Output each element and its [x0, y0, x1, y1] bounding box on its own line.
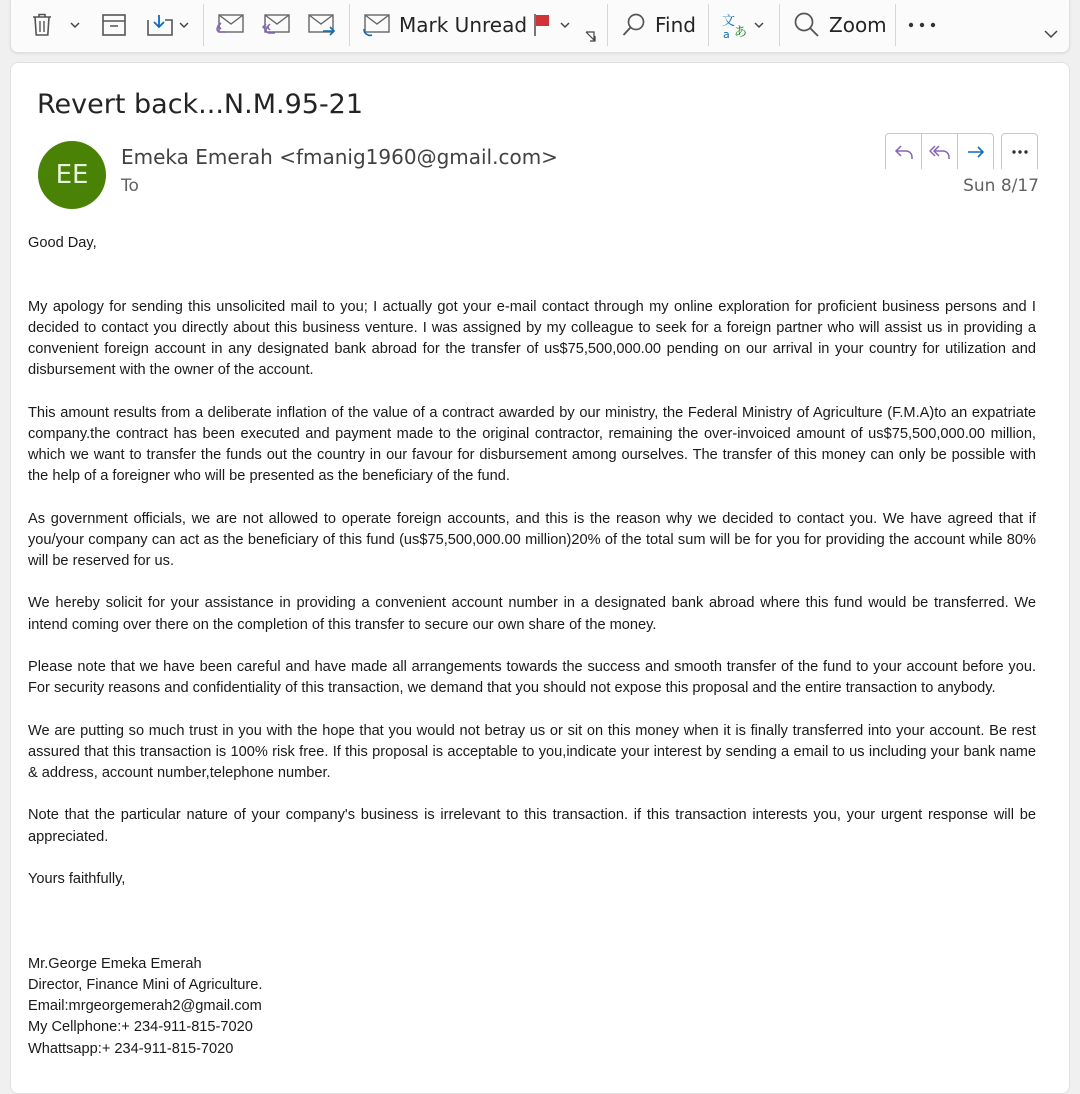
reply-button[interactable]	[885, 133, 922, 169]
separator	[895, 4, 896, 46]
body-paragraph: We are putting so much trust in you with the hope that you would not betray us or sit on this money when it is finally transferred into your account. Be rest assured that this transaction is 100% risk free. If this proposal is acceptable to you,indicate your interest by sending a email to us including your bank name & address, account number,telephone number.	[28, 722, 1036, 781]
reply-all-icon	[929, 143, 951, 161]
find-button[interactable]	[621, 0, 696, 50]
message-date: Sun 8/17	[963, 176, 1039, 196]
more-commands-button[interactable]	[907, 0, 937, 50]
body-paragraph: My apology for sending this unsolicited mail to you; I actually got your e-mail contact through my online exploration for proficient business persons and I decided to contact you directly about this business venture. I was assigned by my colleague to seek for a foreign partner who will assist us in providing a convenient foreign account in any designated bank abroad for the transfer of us$75,500,000.00 pending on our arrival in your country for utilization and disbursement with the owner of the account.	[28, 298, 1036, 379]
separator	[349, 4, 350, 46]
move-button[interactable]	[146, 0, 190, 50]
translate-button[interactable]	[721, 0, 765, 50]
reply-all-mail-icon	[261, 12, 291, 38]
separator	[203, 4, 204, 46]
chevron-down-icon	[559, 21, 571, 29]
separator	[708, 4, 709, 46]
chevron-down-icon	[178, 21, 190, 29]
move-to-folder-icon	[146, 12, 174, 38]
flag-button[interactable]	[531, 0, 571, 50]
reply-all-button[interactable]	[261, 0, 291, 50]
ellipsis-icon	[1011, 149, 1029, 155]
avatar[interactable]: EE	[38, 141, 106, 209]
signature-block	[28, 954, 1036, 1060]
mark-unread-label: Mark Unread	[399, 13, 528, 37]
chevron-down-icon	[753, 21, 765, 29]
message-body	[28, 233, 1036, 1060]
forward-mail-icon	[307, 12, 337, 38]
reply-mail-icon	[215, 12, 245, 38]
signoff: Yours faithfully,	[28, 870, 126, 887]
tags-dialog-launcher[interactable]	[585, 28, 597, 46]
body-paragraph: As government officials, we are not allowed to operate foreign accounts, and this is the reason why we decided to contact you. We have agreed that if you/your company can act as the beneficiary of this fund (us$75,500,000.00 million)20% of the total sum will be for you for providing the account while 80% will be reserved for us.	[28, 510, 1036, 569]
more-actions-button[interactable]	[1001, 133, 1038, 169]
zoom-button[interactable]	[793, 0, 887, 50]
reply-icon	[894, 143, 914, 161]
svg-text:文: 文	[722, 14, 736, 29]
body-paragraph: This amount results from a deliberate inflation of the value of a contract awarded by our ministry, the Federal Ministry of Agriculture (F.M.A)to an expatriate company.the contract has been executed and payment made to the original contractor, remaining the over-invoiced amount of us$75,500,000.00 million, which we want to transfer the funds out the country in our favour for disbursement among ourselves. The transfer of this money can only be possible with the help of a foreigner who will be presented as the beneficiary of the fund.	[28, 404, 1036, 485]
mark-unread-icon	[361, 12, 391, 38]
trash-icon	[31, 12, 53, 38]
sender-name[interactable]: Emeka Emerah <fmanig1960@gmail.com>	[121, 145, 558, 169]
dialog-launcher-icon	[585, 31, 597, 43]
archive-button[interactable]	[101, 0, 127, 50]
message-actions	[885, 133, 994, 168]
forward-icon	[966, 143, 986, 161]
svg-text:a: a	[723, 28, 730, 39]
mark-unread-button[interactable]	[361, 0, 527, 50]
delete-button[interactable]	[31, 0, 53, 50]
translate-icon	[721, 11, 751, 39]
svg-text:あ: あ	[734, 25, 748, 39]
separator	[779, 4, 780, 46]
message-subject: Revert back...N.M.95-21	[37, 89, 364, 120]
signature-line: Director, Finance Mini of Agriculture.	[28, 976, 263, 993]
body-paragraph: Please note that we have been careful and have made all arrangements towards the success and smooth transfer of the fund to your account before you. For security reasons and confidentiality of this transaction, we demand that you should not expose this proposal and the entire transaction to anybody.	[28, 658, 1036, 697]
forward-button[interactable]	[958, 133, 994, 169]
signature-line: Email:mrgeorgemerah2@gmail.com	[28, 998, 262, 1015]
find-label: Find	[655, 13, 696, 37]
ellipsis-icon	[907, 21, 937, 29]
separator	[607, 4, 608, 46]
forward-button[interactable]	[307, 0, 337, 50]
to-label: To	[121, 176, 139, 196]
signature-line: Mr.George Emeka Emerah	[28, 955, 202, 972]
signature-line: Whattsapp:+ 234-911-815-7020	[28, 1040, 234, 1057]
search-icon	[621, 12, 647, 38]
expand-ribbon-button[interactable]	[1043, 14, 1059, 54]
reading-pane	[10, 62, 1070, 1094]
reply-button[interactable]	[215, 0, 245, 50]
ribbon-toolbar	[10, 0, 1070, 53]
reply-all-button[interactable]	[922, 133, 958, 169]
archive-icon	[101, 13, 127, 37]
body-paragraph: We hereby solicit for your assistance in providing a convenient account number in a designated bank abroad where this fund would be transferred. We intend coming over there on the completion of this transfer to secure our own share of the money.	[28, 595, 1036, 633]
chevron-down-icon	[69, 21, 81, 29]
signature-line: My Cellphone:+ 234-911-815-7020	[28, 1019, 253, 1036]
chevron-down-icon	[1043, 29, 1059, 39]
delete-dropdown[interactable]	[69, 0, 81, 50]
zoom-label: Zoom	[829, 13, 887, 37]
magnifier-icon	[793, 11, 821, 39]
flag-icon	[531, 12, 553, 38]
body-paragraph: Note that the particular nature of your company's business is irrelevant to this transaction. if this transaction interests you, your urgent response will be appreciated.	[28, 807, 1036, 845]
greeting: Good Day,	[28, 235, 97, 251]
